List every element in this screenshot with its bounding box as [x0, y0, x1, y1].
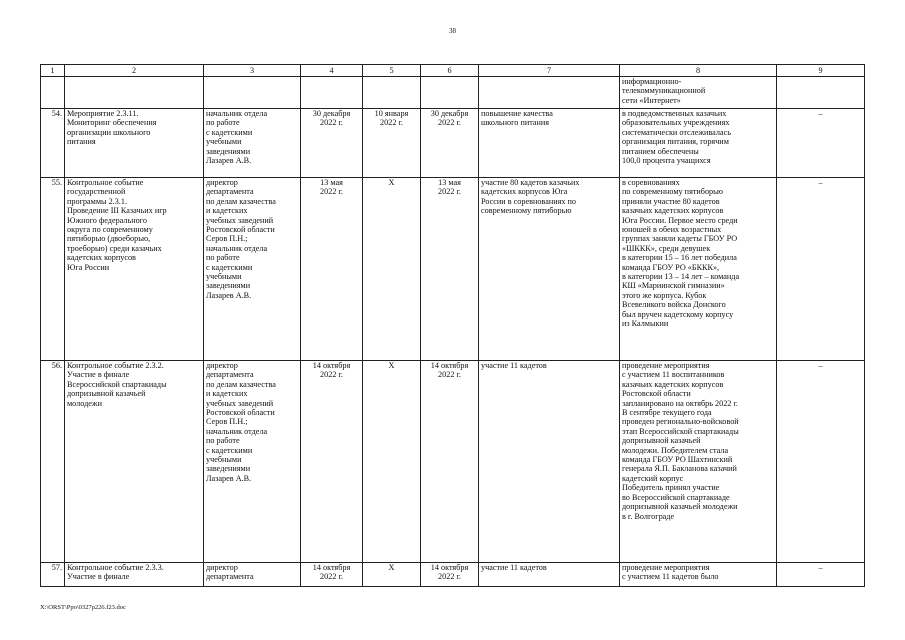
note: – — [777, 178, 865, 361]
actual-result: в подведомственных казачьих образовательных учреждениях систематически отслеживалась организация питания, горячим питанием обеспечены 100,0 процента учащихся — [620, 109, 777, 178]
fact-end — [421, 77, 479, 109]
event-name — [65, 77, 204, 109]
table-row — [41, 77, 865, 109]
column-header: 3 — [204, 65, 301, 77]
expected-result: участие 80 кадетов казачьих кадетских корпусов Юга России в соревнованиях по современному пятиборью — [479, 178, 620, 361]
actual-result: информационно- телекоммуникационной сети «Интернет» — [620, 77, 777, 109]
column-header: 9 — [777, 65, 865, 77]
row-number — [41, 77, 65, 109]
note: – — [777, 361, 865, 563]
table-row — [41, 178, 865, 361]
column-header: 4 — [301, 65, 363, 77]
note: – — [777, 563, 865, 587]
column-header: 6 — [421, 65, 479, 77]
plan-date — [301, 77, 363, 109]
responsible: директор департамента по делам казачества и кадетских учебных заведений Ростовской области Серов П.Н.; начальник отдела по работе с кадетскими учебными заведениями Лазарев А.В. — [204, 178, 301, 361]
fact-start — [363, 77, 421, 109]
responsible — [204, 77, 301, 109]
responsible: начальник отдела по работе с кадетскими учебными заведениями Лазарев А.В. — [204, 109, 301, 178]
column-header: 7 — [479, 65, 620, 77]
expected-result: участие 11 кадетов — [479, 361, 620, 563]
fact-end: 14 октября 2022 г. — [421, 563, 479, 587]
event-name: Контрольное событие 2.3.2. Участие в финале Всероссийской спартакиады допризывной казачьей молодежи — [65, 361, 204, 563]
row-number: 57. — [41, 563, 65, 587]
row-number: 56. — [41, 361, 65, 563]
row-number: 55. — [41, 178, 65, 361]
expected-result — [479, 77, 620, 109]
event-name: Контрольное событие 2.3.3. Участие в финале — [65, 563, 204, 587]
note — [777, 77, 865, 109]
responsible: директор департамента по делам казачества и кадетских учебных заведений Ростовской области Серов П.Н.; начальник отдела по работе с кадетскими учебными заведениями Лазарев А.В. — [204, 361, 301, 563]
actual-result: проведение мероприятия с участием 11 воспитанников казачьих кадетских корпусов Ростовской области запланировано на октябрь 2022 г. В сентябре текущего года проведен регионально-войсковой этап Всероссийской спартакиады допризывной казачьей молодежи. Победителем стала команда ГБОУ РО Шахтинский генерала Я.П. Бакланова казачий кадетский корпус Победитель принял участие во Всероссийской спартакиаде допризывной казачьей молодежи в г. Волгограде — [620, 361, 777, 563]
report-table — [40, 64, 865, 587]
table-row — [41, 563, 865, 587]
fact-start: Х — [363, 563, 421, 587]
column-header: 5 — [363, 65, 421, 77]
fact-end: 30 декабря 2022 г. — [421, 109, 479, 178]
column-number-row — [41, 65, 865, 77]
plan-date: 30 декабря 2022 г. — [301, 109, 363, 178]
event-name: Мероприятие 2.3.11. Мониторинг обеспечения организации школьного питания — [65, 109, 204, 178]
fact-end: 14 октября 2022 г. — [421, 361, 479, 563]
row-number: 54. — [41, 109, 65, 178]
expected-result: участие 11 кадетов — [479, 563, 620, 587]
responsible: директор департамента — [204, 563, 301, 587]
fact-start: Х — [363, 178, 421, 361]
fact-end: 13 мая 2022 г. — [421, 178, 479, 361]
plan-date: 14 октября 2022 г. — [301, 361, 363, 563]
table-row — [41, 361, 865, 563]
column-header: 2 — [65, 65, 204, 77]
plan-date: 14 октября 2022 г. — [301, 563, 363, 587]
fact-start: 10 января 2022 г. — [363, 109, 421, 178]
actual-result: проведение мероприятия с участием 11 кадетов было — [620, 563, 777, 587]
expected-result: повышение качества школьного питания — [479, 109, 620, 178]
plan-date: 13 мая 2022 г. — [301, 178, 363, 361]
note: – — [777, 109, 865, 178]
footer-file-path: X:\ORST\Ppo\0327p226.f23.doc — [40, 604, 126, 611]
table-row — [41, 109, 865, 178]
event-name: Контрольное событие государственной программы 2.3.1. Проведение III Казачьих игр Южного федерального округа по современному пятиборью (двоеборью, троеборью) среди казачьих кадетских корпусов Юга России — [65, 178, 204, 361]
actual-result: в соревнованиях по современному пятиборью приняли участие 80 кадетов казачьих кадетских корпусов Юга России. Первое место среди юношей в обеих возрастных группах заняли кадеты ГБОУ РО «ШККК», среди девушек в категории 15 – 16 лет победила команда ГБОУ РО «БККК», в категории 13 – 14 лет – команда КШ «Мариинской гимназии» этого же корпуса. Кубок Всевеликого войска Донского был вручен кадетскому корпусу из Калмыкии — [620, 178, 777, 361]
fact-start: Х — [363, 361, 421, 563]
column-header: 1 — [41, 65, 65, 77]
page-number: 38 — [449, 27, 456, 35]
column-header: 8 — [620, 65, 777, 77]
